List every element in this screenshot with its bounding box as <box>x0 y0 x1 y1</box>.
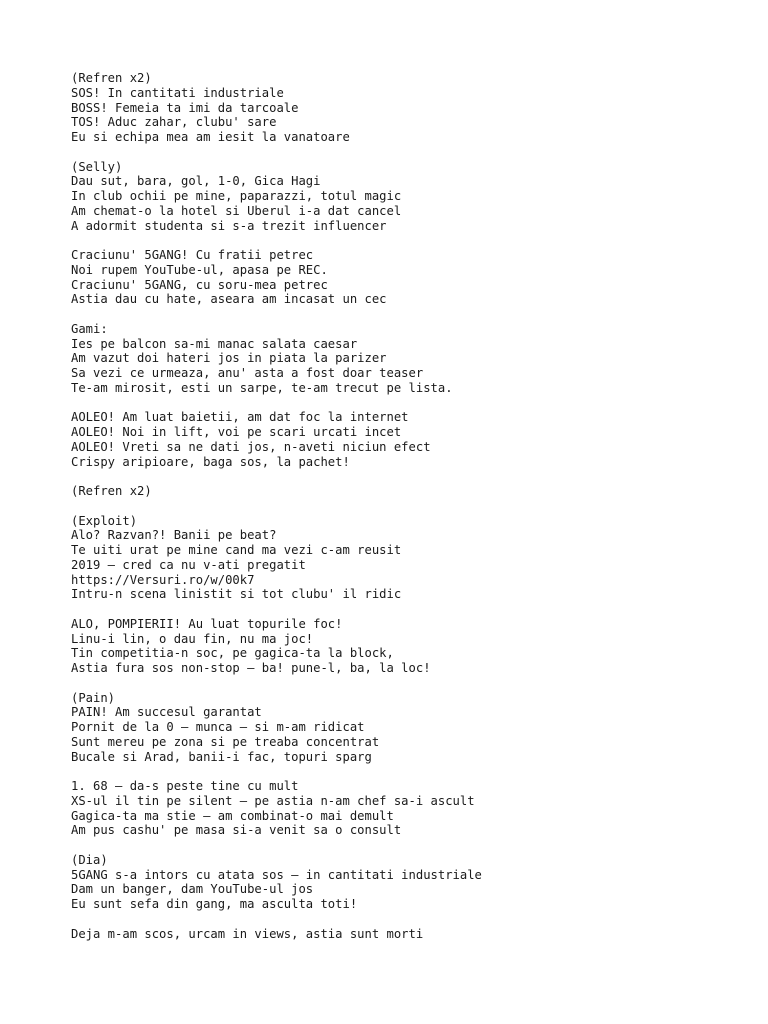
lyrics-line: Dam un banger, dam YouTube-ul jos <box>71 882 314 897</box>
lyrics-stanza <box>71 617 751 676</box>
lyrics-line: (Refren x2) <box>71 484 152 498</box>
lyrics-line: 5GANG s-a intors cu atata sos — in cantitati industriale <box>71 867 482 882</box>
lyrics-line: Te-am mirosit, esti un sarpe, te-am trecut pe lista. <box>71 380 453 395</box>
lyrics-line: (Selly) <box>71 159 123 174</box>
lyrics-line: Eu si echipa mea am iesit la vanatoare <box>71 130 350 144</box>
lyrics-line: AOLEO! Noi in lift, voi pe scari urcati incet <box>71 425 402 439</box>
lyrics-line: Te uiti urat pe mine cand ma vezi c-am reusit <box>71 543 402 557</box>
lyrics-stanza <box>71 853 751 912</box>
lyrics-line: Gagica-ta ma stie — am combinat-o mai demult <box>71 808 394 823</box>
lyrics-line: 1. 68 — da-s peste tine cu mult <box>71 779 299 793</box>
lyrics-stanza <box>71 410 751 469</box>
lyrics-line: Intru-n scena linistit si tot clubu' il ridic <box>71 587 402 602</box>
lyrics-stanza <box>71 484 751 499</box>
lyrics-line: Linu-i lin, o dau fin, nu ma joc! <box>71 631 314 646</box>
lyrics-line: Ies pe balcon sa-mi manac salata caesar <box>71 336 358 351</box>
lyrics-line: 2019 — cred ca nu v-ati pregatit <box>71 557 306 572</box>
lyrics-line: SOS! In cantitati industriale <box>71 85 284 100</box>
lyrics-line: Craciunu' 5GANG, cu soru-mea petrec <box>71 277 328 292</box>
lyrics-line: Sa vezi ce urmeaza, anu' asta a fost doar teaser <box>71 366 424 380</box>
lyrics-line: Gami: <box>71 321 108 336</box>
lyrics-line: (Dia) <box>71 852 108 867</box>
lyrics-line: PAIN! Am succesul garantat <box>71 705 262 720</box>
lyrics-line: Crispy aripioare, baga sos, la pachet! <box>71 454 350 469</box>
lyrics-line: Sunt mereu pe zona si pe treaba concentrat <box>71 734 380 749</box>
lyrics-line: (Pain) <box>71 690 116 705</box>
lyrics-line: TOS! Aduc zahar, clubu' sare <box>71 115 277 130</box>
lyrics-line: Astia dau cu hate, aseara am incasat un cec <box>71 292 387 307</box>
lyrics-line: Tin competitia-n soc, pe gagica-ta la block, <box>71 646 394 661</box>
lyrics-line: Am chemat-o la hotel si Uberul i-a dat cancel <box>71 203 402 218</box>
lyrics-stanza <box>71 160 751 234</box>
lyrics-line: Noi rupem YouTube-ul, apasa pe REC. <box>71 262 328 277</box>
lyrics-line: Dau sut, bara, gol, 1-0, Gica Hagi <box>71 174 321 189</box>
lyrics-stanza <box>71 71 751 145</box>
lyrics-line: Bucale si Arad, banii-i fac, topuri sparg <box>71 749 372 764</box>
lyrics-stanza <box>71 779 751 838</box>
lyrics-line: https://Versuri.ro/w/00k7 <box>71 572 255 587</box>
lyrics-line: Alo? Razvan?! Banii pe beat? <box>71 528 277 543</box>
lyrics-line: (Exploit) <box>71 513 138 528</box>
lyrics-stanza <box>71 322 751 396</box>
lyrics-line: (Refren x2) <box>71 71 152 85</box>
lyrics-line: Craciunu' 5GANG! Cu fratii petrec <box>71 248 314 262</box>
lyrics-stanza <box>71 514 751 603</box>
lyrics-line: BOSS! Femeia ta imi da tarcoale <box>71 100 299 115</box>
lyrics-line: A adormit studenta si s-a trezit influencer <box>71 218 387 233</box>
lyrics-line: Am pus cashu' pe masa si-a venit sa o consult <box>71 823 402 838</box>
lyrics-line: Pornit de la 0 — munca — si m-am ridicat <box>71 720 365 734</box>
lyrics-line: In club ochii pe mine, paparazzi, totul magic <box>71 189 402 203</box>
lyrics-stanza <box>71 691 751 765</box>
lyrics-line: Astia fura sos non-stop — ba! pune-l, ba, la loc! <box>71 661 431 675</box>
lyrics-stanza <box>71 927 751 942</box>
lyrics-line: ALO, POMPIERII! Au luat topurile foc! <box>71 616 343 631</box>
lyrics-line: Am vazut doi hateri jos in piata la parizer <box>71 351 387 366</box>
lyrics-line: Deja m-am scos, urcam in views, astia sunt morti <box>71 926 424 941</box>
lyrics-line: AOLEO! Am luat baietii, am dat foc la internet <box>71 410 409 425</box>
lyrics-line: Eu sunt sefa din gang, ma asculta toti! <box>71 897 358 911</box>
lyrics-line: AOLEO! Vreti sa ne dati jos, n-aveti niciun efect <box>71 439 431 454</box>
lyrics-text <box>71 71 751 956</box>
lyrics-stanza <box>71 248 751 307</box>
lyrics-line: XS-ul il tin pe silent — pe astia n-am chef sa-i ascult <box>71 793 475 808</box>
